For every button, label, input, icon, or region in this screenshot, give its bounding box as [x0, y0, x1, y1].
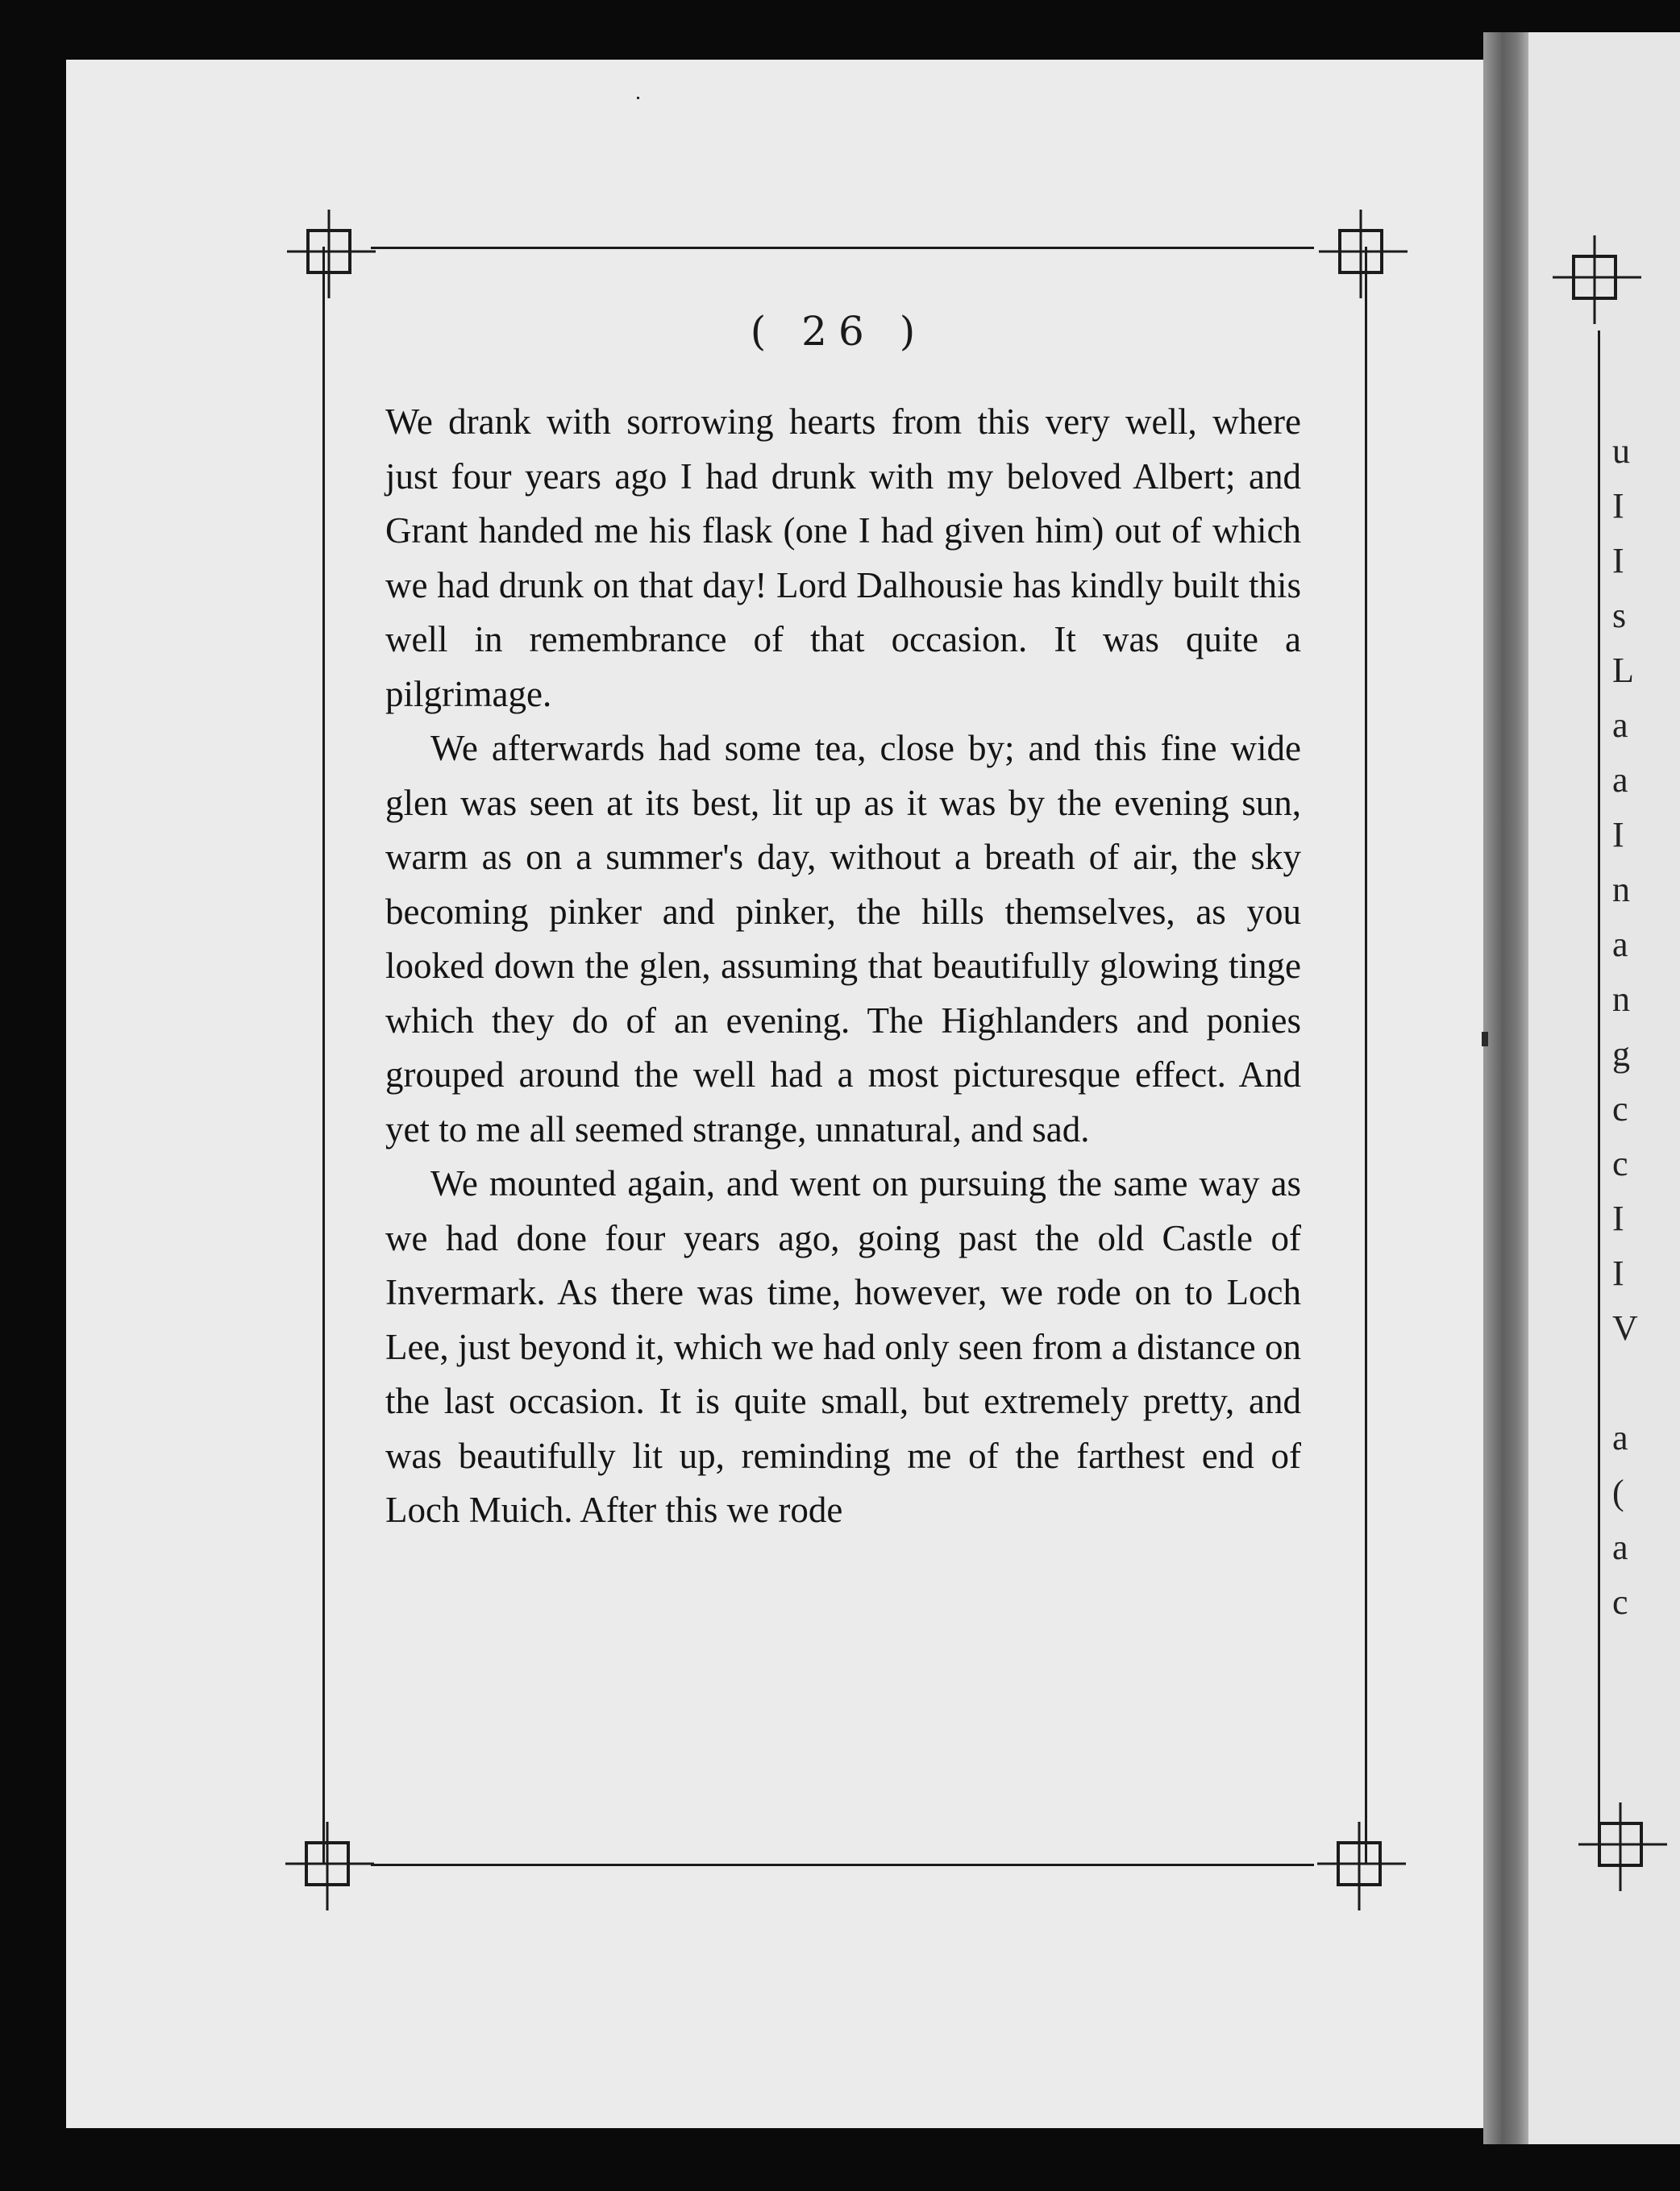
text-line: looked down the glen, assuming that beautifully	[385, 946, 1090, 986]
facing-page-text-fragments	[1612, 424, 1680, 1630]
facing-page-fragment: c	[1612, 1089, 1628, 1129]
facing-page-fragment: u	[1612, 431, 1630, 471]
facing-page-fragment: n	[1612, 979, 1630, 1019]
facing-page-fragment: n	[1612, 870, 1630, 909]
facing-page-fragment: c	[1612, 1144, 1628, 1183]
facing-page-corner-ornament-bottom	[1598, 1822, 1643, 1867]
facing-page-fragment: I	[1612, 541, 1624, 580]
text-line: occasion. It is quite small, but extremely pretty,	[509, 1381, 1235, 1421]
text-line: all seemed strange, unnatural, and sad.	[529, 1108, 1090, 1150]
corner-ornament-bottom-right	[1337, 1841, 1382, 1886]
page-body-text	[385, 395, 1301, 1538]
facing-page-frame-rule	[1598, 331, 1600, 1822]
frame-top-rule	[371, 247, 1314, 249]
text-line: We mounted again, and went on pursuing the	[430, 1163, 1103, 1204]
facing-page-fragment: a	[1612, 925, 1628, 964]
facing-page-fragment: I	[1612, 1199, 1624, 1238]
corner-ornament-top-left	[306, 229, 351, 274]
text-line: and was beautifully lit up, reminding me of the	[385, 1381, 1302, 1476]
frame-bottom-rule	[371, 1864, 1314, 1866]
facing-page-fragment: V	[1612, 1308, 1638, 1348]
text-line: pinker and pinker, the hills themselves, as you	[549, 891, 1302, 932]
corner-ornament-top-right	[1338, 229, 1383, 274]
facing-page-fragment: s	[1612, 596, 1627, 635]
text-line: flask (one I had given him) out of which we had	[385, 510, 1301, 605]
text-line: fine wide glen was seen at its best, lit up as it	[385, 728, 1302, 823]
text-line: was by the evening sun, warm as on a summer's	[385, 782, 1302, 877]
facing-page-fragment: a	[1612, 705, 1628, 745]
facing-page-fragment: g	[1612, 1034, 1630, 1074]
text-line: Highlanders and ponies grouped around the well	[385, 1000, 1301, 1095]
ink-speck	[1482, 1032, 1488, 1046]
text-line: We drank with sorrowing hearts from this very	[385, 401, 1110, 442]
text-line: drunk on that day! Lord Dalhousie has kindly	[498, 564, 1164, 605]
ink-speck	[637, 97, 639, 99]
text-line: built this well in remembrance of that occasion.	[385, 564, 1301, 659]
facing-page-corner-ornament-top	[1572, 255, 1617, 300]
facing-page-fragment: a	[1612, 1418, 1628, 1457]
facing-page-fragment: a	[1612, 1528, 1628, 1567]
text-line: well, where just four years ago I had drunk with	[385, 401, 1301, 497]
text-line: which we had only seen from a distance on the last	[385, 1326, 1302, 1421]
text-line: glowing tinge which they do of an evening. The	[385, 946, 1301, 1041]
paragraph	[385, 1157, 1301, 1538]
text-line: the old Castle of Invermark. As there was time,	[385, 1217, 1301, 1312]
facing-page-fragment: L	[1612, 651, 1634, 690]
text-line: It was quite a pilgrimage.	[385, 619, 1302, 714]
facing-page-fragment: c	[1612, 1582, 1628, 1622]
page-number: ( 26 )	[750, 308, 927, 355]
facing-page-fragment: I	[1612, 486, 1624, 526]
paragraph	[385, 721, 1301, 1157]
facing-page-fragment	[1612, 1356, 1680, 1411]
facing-page-fragment: I	[1612, 1253, 1624, 1293]
paragraph	[385, 395, 1301, 721]
text-line: We afterwards had some tea, close by; and this	[430, 728, 1147, 768]
book-gutter	[1483, 32, 1532, 2144]
text-line: my beloved Albert; and Grant handed me his	[385, 455, 1302, 551]
facing-page-fragment: (	[1612, 1473, 1624, 1512]
corner-ornament-bottom-left	[305, 1841, 350, 1886]
text-line: had a most picturesque effect. And yet to me	[385, 1054, 1302, 1150]
facing-page-fragment: I	[1612, 815, 1624, 854]
text-line: however, we rode on to Loch Lee, just beyond it,	[385, 1272, 1301, 1367]
text-line: farthest end of Loch Muich. After this we rode	[385, 1435, 1301, 1530]
facing-page-fragment: a	[1612, 760, 1628, 800]
text-line: same way as we had done four years ago, going past	[385, 1163, 1301, 1258]
text-line: day, without a breath of air, the sky becoming	[385, 837, 1302, 932]
